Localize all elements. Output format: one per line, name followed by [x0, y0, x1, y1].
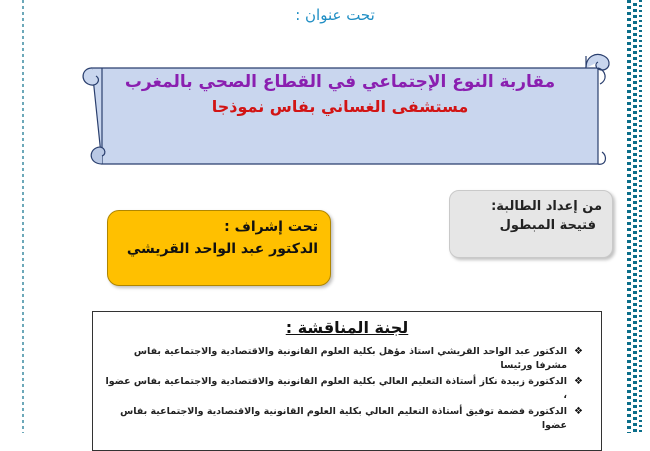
committee-title: لجنة المناقشة : — [285, 318, 409, 337]
supervisor-name: الدكتور عبد الواحد القريشي — [126, 241, 318, 257]
committee-member — [103, 375, 583, 403]
committee-member — [103, 405, 583, 433]
committee-list — [93, 345, 601, 433]
header-label: تحت عنوان : — [295, 6, 375, 24]
supervisor-label: تحت إشراف : — [224, 219, 318, 235]
left-border-decoration — [22, 0, 24, 433]
committee-member-text: الدكتورة فضمة توفيق أستاذة التعليم العالي بكلية العلوم القانونية والاقتصادية والاجتماعية بفاس عضوا — [120, 406, 567, 431]
committee-member-text: الدكتورة زبيدة نكاز أستاذة التعليم العالي بكلية العلوم القانونية والاقتصادية والاجتماعية بفاس عضوا ، — [105, 376, 567, 401]
committee-box — [92, 311, 602, 451]
bullet-icon: ❖ — [574, 346, 583, 357]
right-border-decoration — [627, 0, 643, 433]
student-name: فتيحة المبطول — [499, 218, 596, 233]
thesis-title — [110, 71, 570, 119]
bullet-icon: ❖ — [574, 376, 583, 387]
bullet-icon: ❖ — [574, 406, 583, 417]
title-line-sub: مستشفى الغساني بفاس نموذجا — [211, 97, 469, 116]
committee-member-text: الدكتور عبد الواحد القريشي استاذ مؤهل بكلية العلوم القانونية والاقتصادية والاجتماعية بفاس مشرفا ورئيسا — [133, 346, 567, 371]
student-box — [449, 190, 613, 258]
title-line-main: مقاربة النوع الإجتماعي في القطاع الصحي بالمغرب — [124, 72, 556, 92]
supervisor-box — [107, 210, 331, 286]
committee-member — [103, 345, 583, 373]
student-label: من إعداد الطالبة: — [491, 199, 602, 214]
